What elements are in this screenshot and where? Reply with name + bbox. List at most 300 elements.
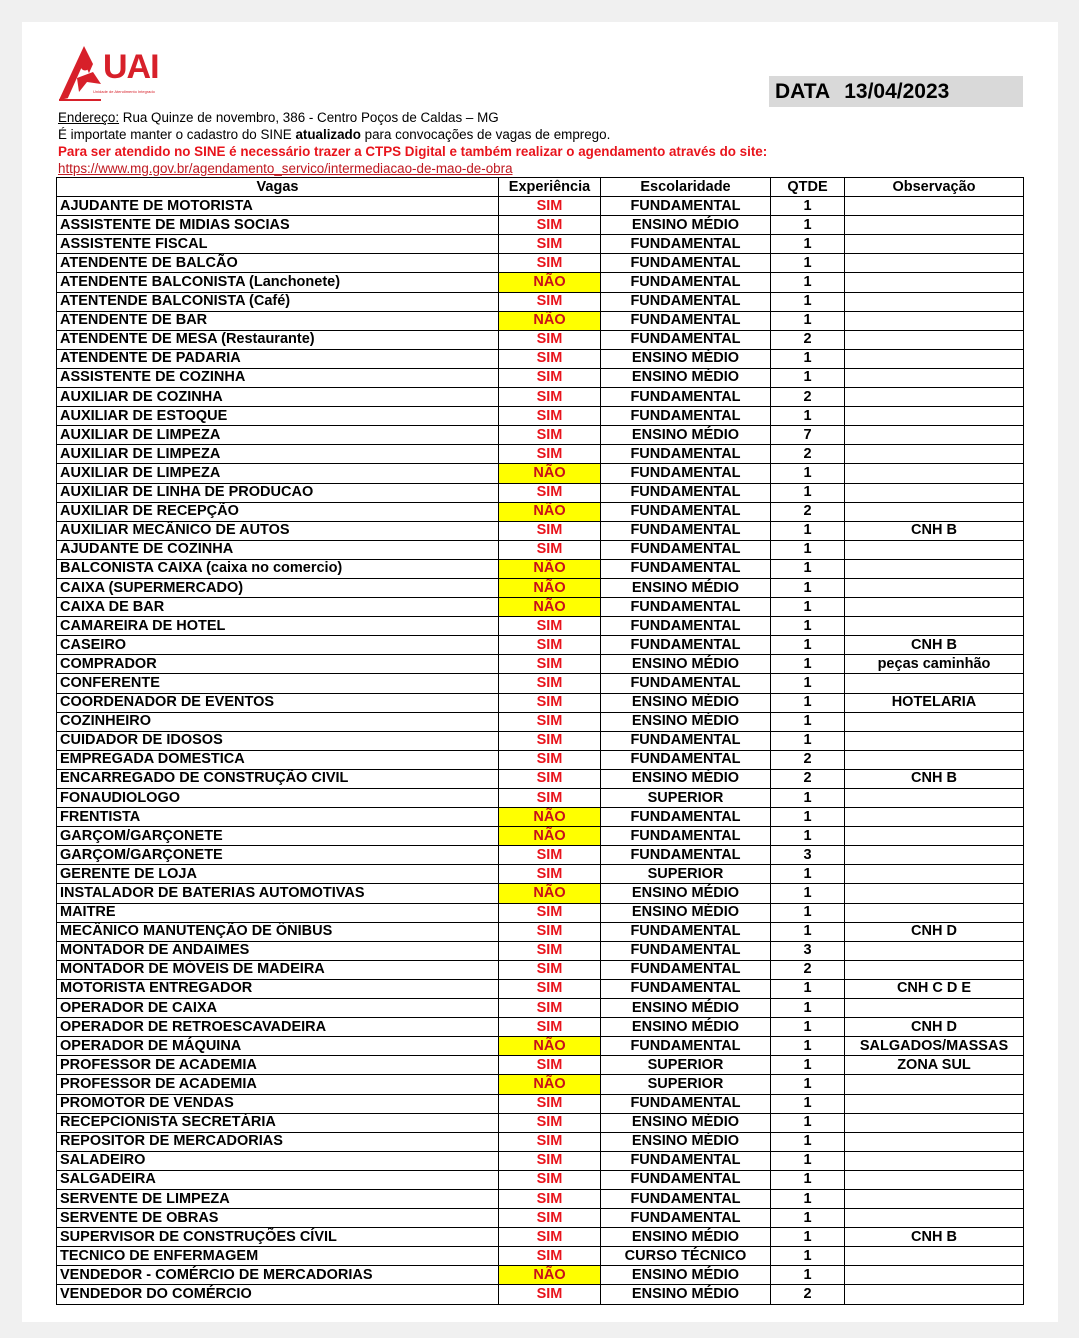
cell-escolaridade: FUNDAMENTAL xyxy=(601,464,771,483)
cell-experiencia: SIM xyxy=(499,999,601,1018)
table-row xyxy=(57,1170,1024,1189)
cell-observacao xyxy=(845,273,1024,292)
cell-escolaridade: ENSINO MÉDIO xyxy=(601,426,771,445)
cell-qtde: 1 xyxy=(771,273,845,292)
cell-vaga: GERENTE DE LOJA xyxy=(57,865,499,884)
cell-observacao xyxy=(845,464,1024,483)
cell-qtde: 1 xyxy=(771,368,845,387)
cell-vaga: REPOSITOR DE MERCADORIAS xyxy=(57,1132,499,1151)
table-row xyxy=(57,960,1024,979)
cell-observacao xyxy=(845,846,1024,865)
cell-experiencia: SIM xyxy=(499,979,601,998)
red-notice: Para ser atendido no SINE é necessário trazer a CTPS Digital e também realizar o agendamento através do site: xyxy=(58,144,768,159)
cell-qtde: 1 xyxy=(771,578,845,597)
cell-experiencia: SIM xyxy=(499,254,601,273)
cell-escolaridade: ENSINO MÉDIO xyxy=(601,769,771,788)
cell-qtde: 1 xyxy=(771,464,845,483)
cell-qtde: 1 xyxy=(771,1151,845,1170)
cell-vaga: FRENTISTA xyxy=(57,808,499,827)
cell-qtde: 3 xyxy=(771,846,845,865)
cell-escolaridade: FUNDAMENTAL xyxy=(601,540,771,559)
cell-qtde: 1 xyxy=(771,1189,845,1208)
table-row xyxy=(57,1075,1024,1094)
table-row xyxy=(57,750,1024,769)
date-value: 13/04/2023 xyxy=(844,80,950,103)
table-row xyxy=(57,445,1024,464)
table-row xyxy=(57,1209,1024,1228)
cell-escolaridade: FUNDAMENTAL xyxy=(601,559,771,578)
cell-escolaridade: FUNDAMENTAL xyxy=(601,445,771,464)
cell-experiencia: SIM xyxy=(499,789,601,808)
cell-experiencia: SIM xyxy=(499,292,601,311)
cell-vaga: GARÇOM/GARÇONETE xyxy=(57,846,499,865)
cell-qtde: 1 xyxy=(771,1132,845,1151)
cell-experiencia: SIM xyxy=(499,1170,601,1189)
cell-vaga: ENCARREGADO DE CONSTRUÇÃO CIVIL xyxy=(57,769,499,788)
cell-vaga: MOTORISTA ENTREGADOR xyxy=(57,979,499,998)
cell-experiencia: NÃO xyxy=(499,464,601,483)
table-row xyxy=(57,578,1024,597)
cell-observacao xyxy=(845,1247,1024,1266)
cell-vaga: BALCONISTA CAIXA (caixa no comercio) xyxy=(57,559,499,578)
cell-vaga: MONTADOR DE ANDAIMES xyxy=(57,941,499,960)
cell-observacao xyxy=(845,1285,1024,1304)
cell-vaga: RECEPCIONISTA SECRETÁRIA xyxy=(57,1113,499,1132)
cell-escolaridade: ENSINO MÉDIO xyxy=(601,1132,771,1151)
cell-observacao xyxy=(845,808,1024,827)
table-row xyxy=(57,712,1024,731)
cell-observacao xyxy=(845,903,1024,922)
table-row xyxy=(57,1132,1024,1151)
cell-experiencia: NÃO xyxy=(499,273,601,292)
cell-observacao xyxy=(845,216,1024,235)
cell-qtde: 1 xyxy=(771,1094,845,1113)
cell-qtde: 2 xyxy=(771,330,845,349)
cell-experiencia: SIM xyxy=(499,693,601,712)
cell-observacao xyxy=(845,1209,1024,1228)
header-vagas: Vagas xyxy=(57,178,499,197)
cell-experiencia: SIM xyxy=(499,1018,601,1037)
cell-escolaridade: FUNDAMENTAL xyxy=(601,1209,771,1228)
notice-suffix: para convocações de vagas de emprego. xyxy=(360,127,611,142)
cell-vaga: OPERADOR DE CAIXA xyxy=(57,999,499,1018)
cell-qtde: 1 xyxy=(771,999,845,1018)
cell-experiencia: NÃO xyxy=(499,311,601,330)
table-row xyxy=(57,349,1024,368)
cell-vaga: SALGADEIRA xyxy=(57,1170,499,1189)
cell-escolaridade: FUNDAMENTAL xyxy=(601,598,771,617)
cell-escolaridade: FUNDAMENTAL xyxy=(601,636,771,655)
cell-experiencia: SIM xyxy=(499,407,601,426)
cell-escolaridade: FUNDAMENTAL xyxy=(601,846,771,865)
table-row xyxy=(57,502,1024,521)
cell-escolaridade: FUNDAMENTAL xyxy=(601,1094,771,1113)
table-row xyxy=(57,426,1024,445)
cell-escolaridade: FUNDAMENTAL xyxy=(601,1037,771,1056)
cell-qtde: 1 xyxy=(771,559,845,578)
cell-qtde: 1 xyxy=(771,254,845,273)
table-row xyxy=(57,655,1024,674)
cell-observacao: CNH D xyxy=(845,1018,1024,1037)
cell-experiencia: SIM xyxy=(499,712,601,731)
cell-qtde: 2 xyxy=(771,1285,845,1304)
cell-vaga: ATENDENTE DE BALCÃO xyxy=(57,254,499,273)
cell-qtde: 2 xyxy=(771,388,845,407)
cell-experiencia: SIM xyxy=(499,865,601,884)
date-label: DATA xyxy=(775,80,831,103)
cell-qtde: 1 xyxy=(771,617,845,636)
table-row xyxy=(57,865,1024,884)
cell-escolaridade: ENSINO MÉDIO xyxy=(601,693,771,712)
cell-vaga: AUXILIAR MECÂNICO DE AUTOS xyxy=(57,521,499,540)
table-row xyxy=(57,903,1024,922)
cell-vaga: COMPRADOR xyxy=(57,655,499,674)
table-row xyxy=(57,1266,1024,1285)
cell-experiencia: NÃO xyxy=(499,578,601,597)
cell-escolaridade: FUNDAMENTAL xyxy=(601,254,771,273)
cell-experiencia: SIM xyxy=(499,750,601,769)
cell-qtde: 1 xyxy=(771,693,845,712)
cell-observacao: CNH C D E xyxy=(845,979,1024,998)
cell-observacao: HOTELARIA xyxy=(845,693,1024,712)
cell-experiencia: NÃO xyxy=(499,1037,601,1056)
cell-escolaridade: FUNDAMENTAL xyxy=(601,330,771,349)
cell-qtde: 1 xyxy=(771,674,845,693)
table-row xyxy=(57,368,1024,387)
cell-experiencia: SIM xyxy=(499,235,601,254)
cell-vaga: AUXILIAR DE RECEPÇÃO xyxy=(57,502,499,521)
cell-qtde: 1 xyxy=(771,292,845,311)
cell-experiencia: NÃO xyxy=(499,827,601,846)
table-row xyxy=(57,1056,1024,1075)
cell-observacao xyxy=(845,311,1024,330)
cell-escolaridade: ENSINO MÉDIO xyxy=(601,884,771,903)
table-row xyxy=(57,598,1024,617)
cell-experiencia: SIM xyxy=(499,655,601,674)
cell-observacao xyxy=(845,197,1024,216)
cell-escolaridade: FUNDAMENTAL xyxy=(601,750,771,769)
link-line xyxy=(58,160,1018,177)
cell-qtde: 1 xyxy=(771,483,845,502)
cell-vaga: FONAUDIOLOGO xyxy=(57,789,499,808)
cell-escolaridade: FUNDAMENTAL xyxy=(601,502,771,521)
cell-escolaridade: ENSINO MÉDIO xyxy=(601,578,771,597)
cell-experiencia: NÃO xyxy=(499,1075,601,1094)
cell-observacao xyxy=(845,674,1024,693)
cell-escolaridade: FUNDAMENTAL xyxy=(601,731,771,750)
cell-vaga: CAIXA (SUPERMERCADO) xyxy=(57,578,499,597)
cell-vaga: GARÇOM/GARÇONETE xyxy=(57,827,499,846)
cell-observacao xyxy=(845,598,1024,617)
table-row xyxy=(57,617,1024,636)
cell-observacao xyxy=(845,617,1024,636)
cell-experiencia: NÃO xyxy=(499,559,601,578)
cell-observacao xyxy=(845,1132,1024,1151)
cell-escolaridade: FUNDAMENTAL xyxy=(601,674,771,693)
cell-experiencia: SIM xyxy=(499,1132,601,1151)
cell-experiencia: NÃO xyxy=(499,598,601,617)
cell-experiencia: SIM xyxy=(499,674,601,693)
cell-qtde: 1 xyxy=(771,1075,845,1094)
cell-experiencia: SIM xyxy=(499,960,601,979)
cell-observacao xyxy=(845,426,1024,445)
cell-vaga: PROMOTOR DE VENDAS xyxy=(57,1094,499,1113)
table-row xyxy=(57,540,1024,559)
cell-vaga: AUXILIAR DE LIMPEZA xyxy=(57,426,499,445)
cell-escolaridade: FUNDAMENTAL xyxy=(601,311,771,330)
cell-qtde: 1 xyxy=(771,1266,845,1285)
cell-escolaridade: CURSO TÉCNICO xyxy=(601,1247,771,1266)
cell-experiencia: SIM xyxy=(499,1228,601,1247)
cell-experiencia: SIM xyxy=(499,388,601,407)
header-experiencia: Experiência xyxy=(499,178,601,197)
cell-escolaridade: ENSINO MÉDIO xyxy=(601,712,771,731)
vagas-table xyxy=(56,177,1024,1305)
cell-experiencia: SIM xyxy=(499,941,601,960)
cell-experiencia: SIM xyxy=(499,368,601,387)
cell-vaga: INSTALADOR DE BATERIAS AUTOMOTIVAS xyxy=(57,884,499,903)
table-row xyxy=(57,636,1024,655)
table-row xyxy=(57,464,1024,483)
cell-experiencia: SIM xyxy=(499,922,601,941)
cell-qtde: 1 xyxy=(771,655,845,674)
cell-escolaridade: ENSINO MÉDIO xyxy=(601,1285,771,1304)
cell-observacao xyxy=(845,1151,1024,1170)
cell-observacao: CNH B xyxy=(845,521,1024,540)
cell-qtde: 1 xyxy=(771,865,845,884)
table-row xyxy=(57,559,1024,578)
cell-experiencia: SIM xyxy=(499,846,601,865)
cell-qtde: 2 xyxy=(771,769,845,788)
cell-experiencia: NÃO xyxy=(499,1266,601,1285)
header-qtde: QTDE xyxy=(771,178,845,197)
cell-qtde: 1 xyxy=(771,827,845,846)
cell-observacao xyxy=(845,1170,1024,1189)
cell-vaga: OPERADOR DE MÁQUINA xyxy=(57,1037,499,1056)
cell-experiencia: SIM xyxy=(499,521,601,540)
cell-qtde: 1 xyxy=(771,349,845,368)
cell-qtde: 1 xyxy=(771,216,845,235)
table-row xyxy=(57,846,1024,865)
cell-vaga: COORDENADOR DE EVENTOS xyxy=(57,693,499,712)
cell-observacao xyxy=(845,1075,1024,1094)
cell-observacao xyxy=(845,884,1024,903)
cell-vaga: AUXILIAR DE LINHA DE PRODUCAO xyxy=(57,483,499,502)
notice-line xyxy=(58,126,1018,143)
cell-vaga: PROFESSOR DE ACADEMIA xyxy=(57,1056,499,1075)
table-row xyxy=(57,407,1024,426)
cell-observacao xyxy=(845,559,1024,578)
cell-vaga: AJUDANTE DE COZINHA xyxy=(57,540,499,559)
cell-vaga: OPERADOR DE RETROESCAVADEIRA xyxy=(57,1018,499,1037)
cell-escolaridade: ENSINO MÉDIO xyxy=(601,1113,771,1132)
cell-vaga: CAIXA DE BAR xyxy=(57,598,499,617)
table-row xyxy=(57,731,1024,750)
cell-escolaridade: FUNDAMENTAL xyxy=(601,1151,771,1170)
cell-qtde: 2 xyxy=(771,445,845,464)
cell-escolaridade: FUNDAMENTAL xyxy=(601,1170,771,1189)
table-header-row xyxy=(57,178,1024,197)
cell-experiencia: SIM xyxy=(499,769,601,788)
cell-vaga: VENDEDOR - COMÉRCIO DE MERCADORIAS xyxy=(57,1266,499,1285)
cell-vaga: MECÂNICO MANUTENÇÃO DE ÔNIBUS xyxy=(57,922,499,941)
cell-qtde: 1 xyxy=(771,884,845,903)
cell-experiencia: SIM xyxy=(499,197,601,216)
cell-qtde: 1 xyxy=(771,1247,845,1266)
cell-observacao xyxy=(845,731,1024,750)
cell-escolaridade: FUNDAMENTAL xyxy=(601,1189,771,1208)
cell-observacao xyxy=(845,827,1024,846)
cell-vaga: EMPREGADA DOMESTICA xyxy=(57,750,499,769)
cell-qtde: 1 xyxy=(771,979,845,998)
cell-escolaridade: ENSINO MÉDIO xyxy=(601,903,771,922)
cell-escolaridade: FUNDAMENTAL xyxy=(601,979,771,998)
cell-vaga: AUXILIAR DE COZINHA xyxy=(57,388,499,407)
cell-qtde: 1 xyxy=(771,808,845,827)
cell-escolaridade: FUNDAMENTAL xyxy=(601,617,771,636)
agendamento-link[interactable]: https://www.mg.gov.br/agendamento_servico/intermediacao-de-mao-de-obra xyxy=(58,161,513,176)
cell-observacao: CNH B xyxy=(845,1228,1024,1247)
cell-vaga: SALADEIRO xyxy=(57,1151,499,1170)
table-row xyxy=(57,235,1024,254)
cell-escolaridade: SUPERIOR xyxy=(601,865,771,884)
cell-escolaridade: FUNDAMENTAL xyxy=(601,483,771,502)
table-row xyxy=(57,197,1024,216)
table-row xyxy=(57,827,1024,846)
logo-text: UAI xyxy=(103,48,159,86)
cell-experiencia: SIM xyxy=(499,1094,601,1113)
cell-observacao: CNH B xyxy=(845,769,1024,788)
table-row xyxy=(57,1037,1024,1056)
date-box xyxy=(769,76,1023,107)
cell-experiencia: SIM xyxy=(499,636,601,655)
table-row xyxy=(57,1285,1024,1304)
cell-vaga: ATENDENTE DE MESA (Restaurante) xyxy=(57,330,499,349)
cell-experiencia: SIM xyxy=(499,1151,601,1170)
cell-observacao xyxy=(845,235,1024,254)
cell-qtde: 7 xyxy=(771,426,845,445)
cell-qtde: 1 xyxy=(771,1113,845,1132)
cell-observacao xyxy=(845,540,1024,559)
table-row xyxy=(57,292,1024,311)
cell-experiencia: SIM xyxy=(499,483,601,502)
cell-observacao: CNH B xyxy=(845,636,1024,655)
cell-vaga: CASEIRO xyxy=(57,636,499,655)
cell-qtde: 1 xyxy=(771,903,845,922)
cell-escolaridade: FUNDAMENTAL xyxy=(601,941,771,960)
cell-qtde: 1 xyxy=(771,1018,845,1037)
cell-observacao xyxy=(845,941,1024,960)
header-escolaridade: Escolaridade xyxy=(601,178,771,197)
cell-observacao xyxy=(845,349,1024,368)
cell-escolaridade: FUNDAMENTAL xyxy=(601,292,771,311)
cell-observacao: ZONA SUL xyxy=(845,1056,1024,1075)
table-row xyxy=(57,1018,1024,1037)
cell-vaga: COZINHEIRO xyxy=(57,712,499,731)
cell-experiencia: SIM xyxy=(499,330,601,349)
cell-qtde: 1 xyxy=(771,1037,845,1056)
cell-vaga: ATENDENTE BALCONISTA (Lanchonete) xyxy=(57,273,499,292)
cell-qtde: 2 xyxy=(771,502,845,521)
cell-observacao: peças caminhão xyxy=(845,655,1024,674)
cell-qtde: 1 xyxy=(771,1170,845,1189)
cell-observacao xyxy=(845,388,1024,407)
cell-experiencia: SIM xyxy=(499,1113,601,1132)
address-value: Rua Quinze de novembro, 386 - Centro Poços de Caldas – MG xyxy=(119,110,499,125)
cell-qtde: 1 xyxy=(771,922,845,941)
cell-experiencia: NÃO xyxy=(499,808,601,827)
cell-observacao xyxy=(845,1266,1024,1285)
table-row xyxy=(57,216,1024,235)
table-row xyxy=(57,330,1024,349)
table-row xyxy=(57,769,1024,788)
cell-vaga: TECNICO DE ENFERMAGEM xyxy=(57,1247,499,1266)
notice-prefix: É importate manter o cadastro do SINE xyxy=(58,127,296,142)
cell-experiencia: SIM xyxy=(499,1285,601,1304)
table-row xyxy=(57,1113,1024,1132)
cell-vaga: ATENDENTE DE BAR xyxy=(57,311,499,330)
table-row xyxy=(57,922,1024,941)
cell-vaga: CUIDADOR DE IDOSOS xyxy=(57,731,499,750)
cell-escolaridade: FUNDAMENTAL xyxy=(601,273,771,292)
cell-escolaridade: ENSINO MÉDIO xyxy=(601,368,771,387)
cell-qtde: 1 xyxy=(771,521,845,540)
cell-vaga: CAMAREIRA DE HOTEL xyxy=(57,617,499,636)
cell-vaga: ASSISTENTE DE MIDIAS SOCIAS xyxy=(57,216,499,235)
cell-qtde: 2 xyxy=(771,750,845,769)
logo-subtext: Unidade de Atendimento Integrado xyxy=(93,89,155,94)
cell-experiencia: SIM xyxy=(499,731,601,750)
cell-experiencia: SIM xyxy=(499,540,601,559)
cell-experiencia: SIM xyxy=(499,1189,601,1208)
cell-observacao xyxy=(845,483,1024,502)
table-row xyxy=(57,884,1024,903)
cell-observacao xyxy=(845,999,1024,1018)
cell-observacao xyxy=(845,292,1024,311)
cell-observacao xyxy=(845,502,1024,521)
cell-qtde: 1 xyxy=(771,1228,845,1247)
cell-observacao xyxy=(845,407,1024,426)
cell-escolaridade: ENSINO MÉDIO xyxy=(601,1228,771,1247)
table-row xyxy=(57,1228,1024,1247)
header-observacao: Observação xyxy=(845,178,1024,197)
table-row xyxy=(57,979,1024,998)
cell-vaga: ASSISTENTE FISCAL xyxy=(57,235,499,254)
cell-observacao xyxy=(845,330,1024,349)
cell-escolaridade: FUNDAMENTAL xyxy=(601,808,771,827)
table-row xyxy=(57,311,1024,330)
cell-vaga: PROFESSOR DE ACADEMIA xyxy=(57,1075,499,1094)
cell-escolaridade: FUNDAMENTAL xyxy=(601,197,771,216)
cell-escolaridade: ENSINO MÉDIO xyxy=(601,655,771,674)
cell-qtde: 1 xyxy=(771,197,845,216)
table-row xyxy=(57,1151,1024,1170)
cell-escolaridade: ENSINO MÉDIO xyxy=(601,1266,771,1285)
cell-vaga: ATENDENTE DE PADARIA xyxy=(57,349,499,368)
cell-qtde: 1 xyxy=(771,407,845,426)
cell-qtde: 1 xyxy=(771,598,845,617)
table-row xyxy=(57,1247,1024,1266)
cell-vaga: AUXILIAR DE LIMPEZA xyxy=(57,445,499,464)
cell-observacao: CNH D xyxy=(845,922,1024,941)
cell-qtde: 1 xyxy=(771,1209,845,1228)
cell-qtde: 3 xyxy=(771,941,845,960)
cell-experiencia: NÃO xyxy=(499,884,601,903)
cell-qtde: 1 xyxy=(771,235,845,254)
table-row xyxy=(57,941,1024,960)
cell-vaga: MAITRE xyxy=(57,903,499,922)
cell-observacao xyxy=(845,578,1024,597)
